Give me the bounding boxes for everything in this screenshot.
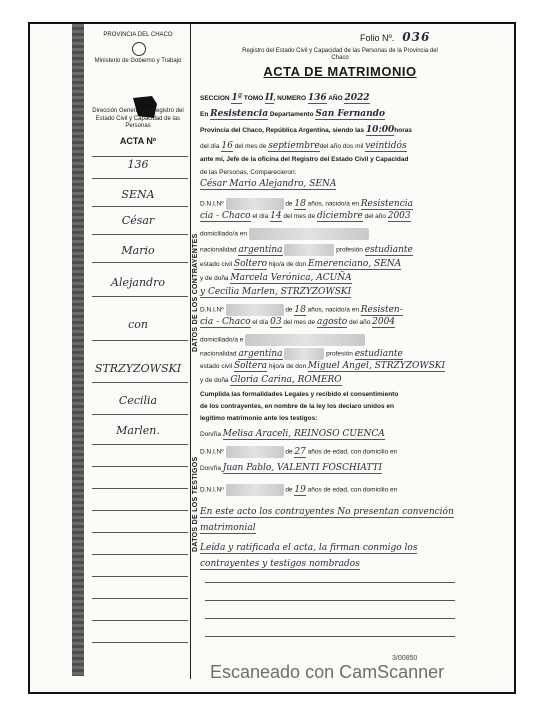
note-line-3: Leída y ratificada el acta, la firman conmigo los (200, 543, 418, 553)
note-line-4: contrayentes y testigos nombrados (200, 559, 360, 569)
consent-line-1: Cumplida las formalidades Legales y recibido el consentimiento (200, 391, 399, 398)
groom-name-line: César Mario Alejandro, SENA (200, 179, 337, 189)
registry-heading: Registro del Estado Civil y Capacidad de las Personas de la Provincia del Chaco (242, 48, 438, 62)
folio (360, 30, 430, 44)
document-title: ACTA DE MATRIMONIO (263, 64, 417, 79)
contrayentes-section-label: DATOS DE LOS CONTRAYENTES (192, 233, 199, 352)
consent-line-3: legítimo matrimonio ante los testigos: (200, 415, 318, 422)
surname-value: SENA (121, 188, 155, 201)
consent-line-2: de los contrayentes, en nombre de la ley los declaro unidos en (200, 403, 394, 410)
spouse-second-name-value: Marlen. (116, 424, 160, 437)
redacted-field (284, 348, 324, 360)
redacted-address (245, 334, 365, 346)
binding-spine (72, 24, 84, 676)
bride-address-line: domiciliado/a e (200, 334, 460, 346)
redacted-dni (226, 484, 284, 496)
redacted-dni (226, 198, 284, 210)
appeared-line: de las Personas, Comparecieron: (200, 169, 297, 176)
bride-mother-line: y de doña Gloria Carina, ROMERO (200, 375, 342, 385)
second-name-value: Mario (121, 244, 155, 257)
province-crest-icon (132, 42, 146, 56)
groom-birth-line: cia - Chaco el día 14 del mes de diciembre del año 2003 (200, 211, 411, 221)
signature-code: 3/00850 (392, 655, 418, 662)
note-line-1: En este acto los contrayentes No presentan convención (200, 507, 454, 517)
province-line: Provincia del Chaco, República Argentina, siendo las 10:00horas (200, 125, 412, 135)
groom-mother-line: y de doña Marcela Verónica, ACUÑA (200, 273, 352, 283)
bride-name-line: y Cecilia Marlen, STRZYZOWSKI (200, 287, 352, 297)
first-name-value: César (121, 214, 155, 227)
acta-number-value: 136 (127, 158, 149, 171)
groom-address-line: domiciliado/a en (200, 228, 460, 240)
place-line: En Resistencia Departamento San Fernando (200, 109, 385, 119)
bride-nationality-line: nacionalidad argentina profesión estudiante (200, 348, 403, 359)
redacted-dni (226, 304, 284, 316)
scanner-watermark: Escaneado con CamScanner (210, 662, 445, 682)
folio-label: Folio Nº. (360, 33, 395, 43)
column-divider (190, 24, 191, 679)
witness2-dni-line: D.N.I.Nº de 19 años de edad, con domicilio en (200, 484, 398, 495)
witness2-name-line: Don/ña Juan Pablo, VALENTI FOSCHIATTI (200, 463, 383, 473)
bride-birth-line: cia - Chaco el día 03 del mes de agosto del año 2004 (200, 317, 396, 327)
spouse-name-value: Cecilia (118, 394, 158, 407)
groom-civil-line: estado civil Soltero hijo/a de don Emerenciano, SENA (200, 259, 402, 269)
redacted-dni (226, 446, 284, 458)
bride-civil-line: estado civil Soltera hijo/a de don Miguel Angel, STRZYZOWSKI (200, 361, 446, 371)
officer-line: ante mí, Jefe de la oficina del Registro del Estado Civil y Capacidad (200, 156, 409, 163)
note-line-2: matrimonial (200, 523, 256, 533)
groom-dni-line: D.N.I.Nº de 18 años, nacido/a en Resistencia (200, 198, 414, 209)
witness1-dni-line: D.N.I.Nº de 27 años de edad, con domicilio en (200, 446, 398, 457)
testigos-section-label: DATOS DE LOS TESTIGOS (192, 456, 199, 552)
province-name: PROVINCIA DEL CHACO (103, 32, 173, 38)
third-name-value: Alejandro (111, 276, 165, 289)
registry-direction: Dirección General del Registro del Estado Civil y Capacidad de las Personas (92, 108, 184, 129)
spouse-surname-value: STRZYZOWSKI (94, 362, 182, 375)
redacted-address (249, 228, 369, 240)
bride-dni-line: D.N.I.Nº de 18 años, nacido/a en Resisten- (200, 304, 403, 315)
con-value: con (128, 318, 148, 331)
redacted-field (284, 244, 334, 256)
groom-nationality-line: nacionalidad argentina profesión estudiante (200, 244, 413, 255)
acta-number-label: ACTA Nº (119, 136, 157, 146)
witness1-name-line: Don/ña Melisa Araceli, REINOSO CUENCA (200, 429, 385, 439)
section-line: SECCION 1ª TOMO II, NUMERO 136 AÑO 2022 (200, 93, 370, 103)
ministry-name: Ministerio de Gobierno y Trabajo (94, 58, 182, 64)
date-line: del día 16 del mes de septiembredel año dos mil veintidós (200, 141, 407, 151)
folio-number: 036 (402, 30, 431, 44)
